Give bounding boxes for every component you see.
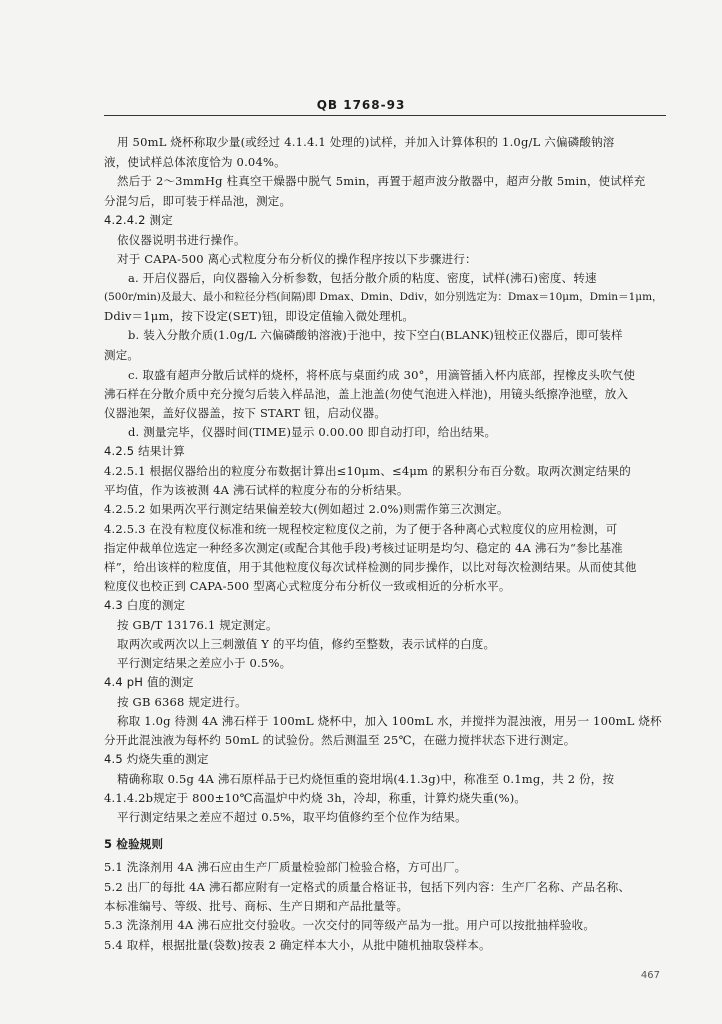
chapter-heading: 5 检验规则 xyxy=(104,837,164,851)
text-line: 按 GB/T 13176.1 规定测定。 xyxy=(117,618,278,632)
section-heading: 4.5 灼烧失重的测定 xyxy=(104,752,209,766)
text-line: a. 开启仪器后，向仪器输入分析参数，包括分散介质的粘度、密度，试样(沸石)密度、转速 xyxy=(128,271,597,285)
text-line: 沸石样在分散介质中充分搅匀后装入样品池，盖上池盖(勿使气泡进入样池)，用镜头纸擦净池壁，放入 xyxy=(104,387,629,401)
text-line: d. 测量完毕，仪器时间(TIME)显示 0.00.00 即自动打印，给出结果。 xyxy=(128,425,497,439)
text-line: 4.1.4.2b规定于 800±10℃高温炉中灼烧 3h，冷却，称重，计算灼烧失重(%)。 xyxy=(104,791,527,805)
text-line: 对于 CAPA-500 离心式粒度分布分析仪的操作程序按以下步骤进行： xyxy=(117,252,477,266)
text-line: 平均值，作为该被测 4A 沸石试样的粒度分布的分析结果。 xyxy=(104,483,409,497)
text-line: 测定。 xyxy=(104,348,140,362)
text-line: 仪器池架，盖好仪器盖，按下 START 钮，启动仪器。 xyxy=(104,406,387,420)
text-line: 取两次或两次以上三刺激值 Y 的平均值，修约至整数，表示试样的白度。 xyxy=(117,637,496,651)
text-line: 用 50mL 烧杯称取少量(或经过 4.1.4.1 处理的)试样，并加入计算体积的 1.0g/L 六偏磷酸钠溶 xyxy=(117,135,615,149)
text-line: 5.2 出厂的每批 4A 沸石都应附有一定格式的质量合格证书，包括下列内容：生产厂名称、产品名称、 xyxy=(104,880,631,894)
text-line: b. 装入分散介质(1.0g/L 六偏磷酸钠溶液)于池中，按下空白(BLANK)钮校正仪器后，即可装样 xyxy=(128,328,623,342)
text-line: 4.2.5.2 如果两次平行测定结果偏差较大(例如超过 2.0%)则需作第三次测定。 xyxy=(104,502,509,516)
section-heading: 4.4 pH 值的测定 xyxy=(104,675,194,689)
section-heading: 4.2.5 结果计算 xyxy=(104,444,185,458)
page-number: 467 xyxy=(640,970,660,981)
text-line: Ddiv＝1μm，按下设定(SET)钮，即设定值输入微处理机。 xyxy=(104,309,415,323)
text-line: 5.1 洗涤剂用 4A 沸石应由生产厂质量检验部门检验合格，方可出厂。 xyxy=(104,860,467,874)
text-line: 粒度仪也校正到 CAPA-500 型离心式粒度分布分析仪一致或相近的分析水平。 xyxy=(104,579,511,593)
standard-number-header: QB 1768-93 xyxy=(316,98,406,112)
text-line: 液，使试样总体浓度恰为 0.04%。 xyxy=(104,155,286,169)
text-line: 5.4 取样，根据批量(袋数)按表 2 确定样本大小，从批中随机抽取袋样本。 xyxy=(104,938,491,952)
text-line: 分混匀后，即可装于样品池，测定。 xyxy=(104,194,292,208)
text-line: 样”，给出该样的粒度值，用于其他粒度仪每次试样检测的同步操作，以比对每次检测结果。从而使其他 xyxy=(104,560,637,574)
text-line: 分开此混浊液为每杯约 50mL 的试验份。然后测温至 25℃，在磁力搅拌状态下进行测定。 xyxy=(104,733,576,747)
text-line: 平行测定结果之差应不超过 0.5%，取平均值修约至个位作为结果。 xyxy=(117,810,467,824)
text-line: 指定仲裁单位选定一种经多次测定(或配合其他手段)考核过证明是均匀、稳定的 4A 沸石为“参比基准 xyxy=(104,541,623,555)
section-heading: 4.2.4.2 测定 xyxy=(104,213,173,227)
text-line: 按 GB 6368 规定进行。 xyxy=(117,695,247,709)
text-line: 4.2.5.1 根据仪器给出的粒度分布数据计算出≤10μm、≤4μm 的累积分布百分数。取两次测定结果的 xyxy=(104,464,631,478)
text-line: 然后于 2～3mmHg 柱真空干燥器中脱气 5min，再置于超声波分散器中，超声分散 5min，使试样充 xyxy=(117,174,646,188)
text-line: 依仪器说明书进行操作。 xyxy=(117,233,246,247)
section-heading: 4.3 白度的测定 xyxy=(104,598,186,612)
text-line: 平行测定结果之差应小于 0.5%。 xyxy=(117,656,292,670)
text-line: (500r/min)及最大、最小和粒径分档(间隔)即 Dmax、Dmin、Ddiv，如分别选定为：Dmax＝10μm，Dmin＝1μm， xyxy=(104,291,663,303)
text-line: 4.2.5.3 在没有粒度仪标准和统一规程校定粒度仪之前，为了便于各种离心式粒度仪的应用检测，可 xyxy=(104,522,618,536)
text-line: 称取 1.0g 待测 4A 沸石样于 100mL 烧杯中，加入 100mL 水，并搅拌为混浊液，用另一 100mL 烧杯 xyxy=(117,714,662,728)
header-rule xyxy=(104,115,666,116)
text-line: 5.3 洗涤剂用 4A 沸石应批交付验收。一次交付的同等级产品为一批。用户可以按批抽样验收。 xyxy=(104,918,596,932)
text-line: 精确称取 0.5g 4A 沸石原样品于已灼烧恒重的瓷坩埚(4.1.3g)中，称准至 0.1mg，共 2 份，按 xyxy=(117,772,615,786)
text-line: c. 取盛有超声分散后试样的烧杯，将杯底与桌面约成 30°，用滴管插入杯内底部，捏橡皮头吹气使 xyxy=(128,368,636,382)
text-line: 本标准编号、等级、批号、商标、生产日期和产品批量等。 xyxy=(104,899,409,913)
